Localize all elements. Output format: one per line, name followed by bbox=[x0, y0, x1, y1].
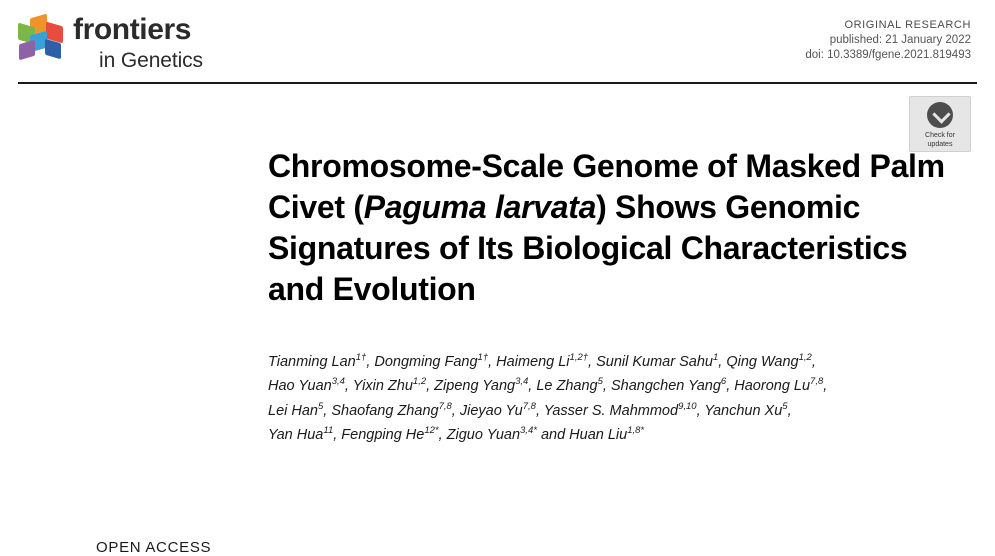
author-name[interactable]: , Qing Wang bbox=[718, 353, 799, 370]
author-line-2 bbox=[268, 372, 953, 396]
author-affiliation-marker: 7,8 bbox=[522, 400, 536, 412]
author-name[interactable]: , Sunil Kumar Sahu bbox=[588, 353, 713, 370]
crossmark-line2: updates bbox=[927, 141, 953, 148]
author-name[interactable]: , Shangchen Yang bbox=[602, 378, 721, 395]
author-affiliation-marker: 1,2 bbox=[412, 376, 427, 388]
article-content bbox=[0, 84, 995, 556]
journal-name: frontiers bbox=[73, 13, 192, 46]
author-line-1 bbox=[268, 348, 953, 372]
article-type: ORIGINAL RESEARCH bbox=[844, 19, 971, 31]
open-access-label: OPEN ACCESS bbox=[96, 539, 212, 556]
title-part-2: ) Shows Genomic Signatures of Its Biological Characteristics and Evolution bbox=[268, 189, 908, 307]
author-affiliation-marker: 3,4* bbox=[520, 424, 537, 436]
author-affiliation-marker: 1,2 bbox=[798, 352, 812, 363]
author-affiliation-marker: 1† bbox=[355, 352, 367, 363]
author-name[interactable]: Tianming Lan bbox=[268, 353, 356, 370]
publication-metadata bbox=[805, 18, 971, 63]
author-affiliation-marker: 1 bbox=[712, 352, 719, 363]
author-affiliation-marker: 7,8 bbox=[438, 400, 452, 412]
author-name[interactable]: and Huan Liu bbox=[536, 426, 628, 443]
frontiers-cubes-logo bbox=[18, 16, 64, 62]
title-part-1: Chromosome-Scale Genome of Masked Palm Civet ( bbox=[268, 148, 945, 225]
author-name[interactable]: , Zipeng Yang bbox=[426, 378, 516, 395]
author-affiliation-marker: 11 bbox=[323, 424, 334, 436]
author-affiliation-marker: 1,8* bbox=[627, 424, 645, 436]
author-name[interactable]: , Yanchun Xu bbox=[696, 402, 783, 419]
author-affiliation-marker: 12* bbox=[424, 424, 439, 436]
author-name[interactable]: , Haorong Lu bbox=[726, 378, 811, 395]
article-header bbox=[268, 84, 953, 445]
journal-brand[interactable] bbox=[18, 14, 203, 71]
author-name[interactable]: , Shaofang Zhang bbox=[323, 402, 439, 419]
author-name[interactable]: , Yixin Zhu bbox=[344, 378, 413, 395]
author-line-3 bbox=[268, 397, 953, 421]
crossmark-line1: Check for bbox=[925, 132, 955, 139]
author-affiliation-marker: 1,2† bbox=[569, 352, 589, 363]
author-separator: , bbox=[787, 402, 792, 419]
published-date: published: 21 January 2022 bbox=[829, 34, 971, 46]
author-affiliation-marker: 5 bbox=[782, 400, 788, 412]
author-name[interactable]: , Fengping He bbox=[333, 426, 425, 443]
author-affiliation-marker: 1† bbox=[477, 352, 489, 363]
author-affiliation-marker: 7,8 bbox=[810, 376, 824, 388]
journal-subtitle: in Genetics bbox=[99, 49, 203, 72]
author-name[interactable]: Yan Hua bbox=[268, 426, 324, 443]
page-title bbox=[268, 146, 953, 310]
author-name[interactable]: , Dongming Fang bbox=[366, 353, 478, 370]
author-separator: , bbox=[811, 353, 816, 370]
author-name[interactable]: , Haimeng Li bbox=[488, 353, 570, 370]
journal-brand-text bbox=[73, 14, 203, 71]
author-name[interactable]: , Yasser S. Mahmmod bbox=[535, 402, 679, 419]
title-species-name: Paguma larvata bbox=[363, 189, 597, 225]
author-name[interactable]: , Ziguo Yuan bbox=[438, 426, 521, 443]
author-name[interactable]: , Le Zhang bbox=[528, 378, 598, 395]
author-affiliation-marker: 5 bbox=[597, 376, 603, 388]
author-line-4 bbox=[268, 421, 953, 445]
author-list bbox=[268, 348, 953, 445]
author-name[interactable]: Hao Yuan bbox=[268, 378, 332, 395]
author-separator: , bbox=[823, 378, 828, 395]
journal-header bbox=[0, 0, 995, 78]
author-affiliation-marker: 3,4 bbox=[515, 376, 529, 388]
doi[interactable]: doi: 10.3389/fgene.2021.819493 bbox=[805, 49, 971, 61]
author-affiliation-marker: 3,4 bbox=[331, 376, 345, 388]
author-name[interactable]: Lei Han bbox=[268, 402, 318, 419]
author-affiliation-marker: 6 bbox=[720, 376, 727, 388]
author-affiliation-marker: 9,10 bbox=[678, 400, 697, 412]
author-name[interactable]: , Jieyao Yu bbox=[451, 402, 523, 419]
author-affiliation-marker: 5 bbox=[317, 400, 324, 412]
